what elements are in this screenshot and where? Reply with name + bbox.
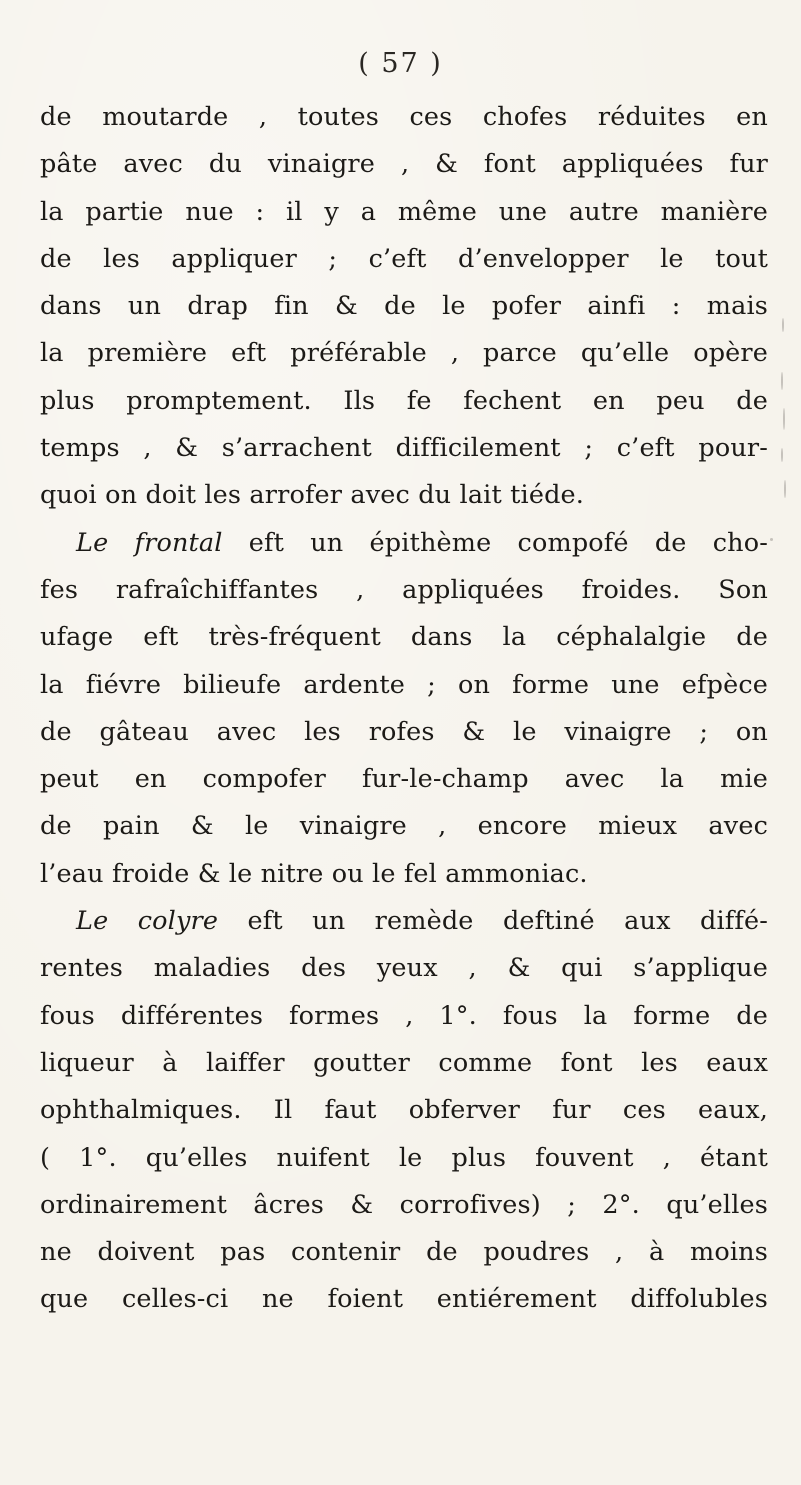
line-text: fes rafraîchiffantes , appliquées froides. Son — [40, 574, 768, 605]
line-text: fous différentes formes , 1°. fous la forme de — [40, 1000, 768, 1031]
line-text: dans un drap fin & de le pofer ainfi : mais — [40, 291, 768, 322]
text-line — [40, 141, 768, 188]
text-line — [40, 1276, 768, 1323]
line-text: eft un épithème compofé de cho- — [222, 527, 769, 558]
text-line — [40, 1182, 768, 1229]
text-line — [40, 614, 768, 661]
paragraph-start-frontal — [40, 520, 768, 567]
text-line — [40, 189, 768, 236]
paper-speck — [782, 318, 784, 332]
paper-speck — [770, 538, 773, 541]
text-line — [40, 567, 768, 614]
text-line — [40, 94, 768, 141]
term-frontal: Le frontal — [76, 527, 223, 558]
line-text: liqueur à laiffer goutter comme font les eaux — [40, 1047, 768, 1078]
text-line — [40, 1087, 768, 1134]
line-text: pâte avec du vinaigre , & font appliquées fur — [40, 149, 768, 180]
paper-speck — [781, 448, 783, 462]
text-line — [40, 236, 768, 283]
text-line — [40, 662, 768, 709]
line-text: rentes maladies des yeux , & qui s’applique — [40, 953, 768, 984]
text-line — [40, 472, 768, 519]
text-line — [40, 756, 768, 803]
line-text: la fiévre bilieufe ardente ; on forme une efpèce — [40, 669, 768, 700]
line-text: que celles-ci ne foient entiérement diffolubles — [40, 1284, 768, 1315]
line-text: de pain & le vinaigre , encore mieux avec — [40, 811, 768, 842]
text-line — [40, 993, 768, 1040]
line-text: quoi on doit les arrofer avec du lait tiéde. — [40, 480, 585, 511]
term-colyre: Le colyre — [76, 906, 219, 937]
text-line — [40, 1229, 768, 1276]
body-text — [40, 94, 768, 1324]
text-line — [40, 378, 768, 425]
line-text: de moutarde , toutes ces chofes réduites en — [40, 102, 768, 132]
text-line — [40, 283, 768, 330]
text-line — [40, 425, 768, 472]
line-text: la partie nue : il y a même une autre manière — [40, 196, 768, 227]
line-text: plus promptement. Ils fe fechent en peu de — [40, 385, 768, 416]
line-text: eft un remède deftiné aux diffé- — [218, 906, 768, 937]
text-line — [40, 1135, 768, 1182]
text-line — [40, 330, 768, 377]
line-text: ufage eft très-fréquent dans la céphalalgie de — [40, 622, 768, 653]
paper-speck — [783, 408, 785, 430]
line-text: l’eau froide & le nitre ou le fel ammoniac. — [40, 858, 588, 889]
text-line — [40, 851, 768, 898]
paragraph-start-colyre — [40, 898, 768, 945]
line-text: la première eft préférable , parce qu’elle opère — [40, 338, 768, 369]
paper-speck — [784, 480, 786, 498]
line-text: ordinairement âcres & corrofives) ; 2°. qu’elles — [40, 1189, 768, 1220]
paper-speck — [781, 372, 783, 390]
line-text: ne doivent pas contenir de poudres , à moins — [40, 1237, 768, 1268]
line-text: ophthalmiques. Il faut obferver fur ces eaux, — [40, 1095, 768, 1126]
text-line — [40, 709, 768, 756]
page-number: ( 57 ) — [358, 48, 443, 79]
line-text: de les appliquer ; c’eft d’envelopper le tout — [40, 243, 768, 274]
text-line — [40, 803, 768, 850]
text-line — [40, 1040, 768, 1087]
text-line — [40, 945, 768, 992]
line-text: peut en compofer fur-le-champ avec la mie — [40, 764, 768, 795]
line-text: temps , & s’arrachent difficilement ; c’eft pour- — [40, 433, 768, 464]
line-text: ( 1°. qu’elles nuifent le plus fouvent , étant — [40, 1142, 768, 1173]
line-text: de gâteau avec les rofes & le vinaigre ; on — [40, 716, 768, 747]
